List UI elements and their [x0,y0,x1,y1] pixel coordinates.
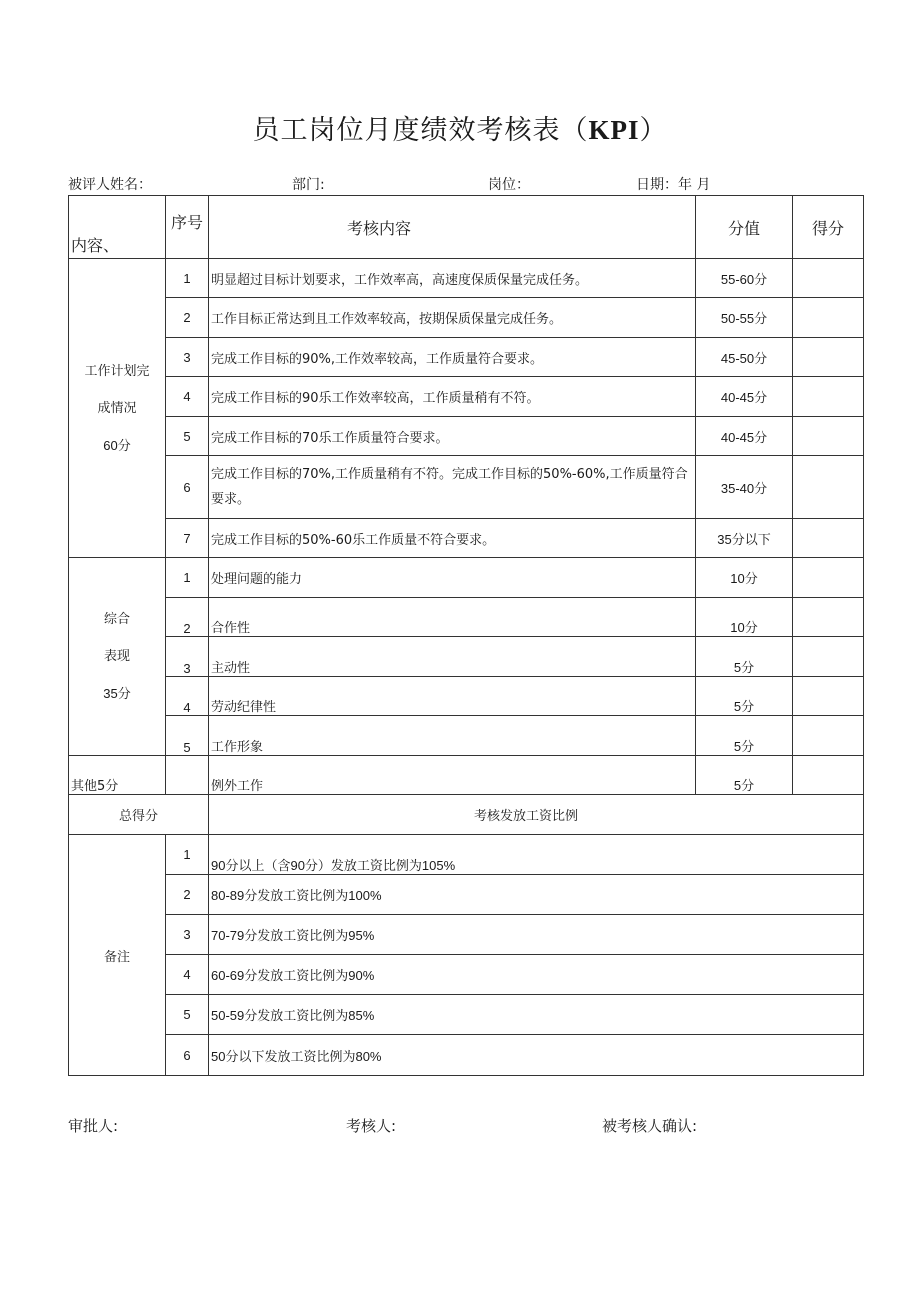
title-kpi: KPI [588,115,640,145]
category-line: 工作计划完 [84,363,150,379]
table-row [69,1035,864,1076]
assessee-confirm-label: 被考核人确认: [602,1117,698,1135]
table-row [69,338,864,377]
row-seq [166,756,209,795]
row-seq: 2 [166,298,209,338]
row-value: 35-40分 [696,456,793,519]
score-cell[interactable] [793,519,864,558]
score-cell[interactable] [793,637,864,677]
table-row [69,955,864,995]
total-score-label: 总得分 [69,795,209,835]
row-content: 劳动纪律性 [209,677,696,716]
score-cell[interactable] [793,456,864,519]
remark-seq: 1 [166,835,209,875]
row-seq: 2 [166,598,209,637]
salary-ratio-header: 考核发放工资比例 [209,795,864,835]
row-value: 10分 [696,558,793,598]
remark-seq: 4 [166,955,209,995]
table-row [69,875,864,915]
page-title [0,108,920,147]
header-value: 分值 [696,196,793,259]
row-seq: 5 [166,417,209,456]
category-line: 35分 [103,686,131,701]
row-value: 5分 [696,677,793,716]
table-row [69,835,864,875]
row-content: 完成工作目标的70乐工作质量符合要求。 [209,417,696,456]
row-seq: 3 [166,338,209,377]
row-value: 45-50分 [696,338,793,377]
approver-label: 审批人: [68,1117,119,1135]
category-line: 成情况 [97,400,137,416]
table-row [69,677,864,716]
table-row [69,519,864,558]
row-content: 完成工作目标的50%-60乐工作质量不符合要求。 [209,519,696,558]
title-text: 员工岗位月度绩效考核表 [252,115,561,146]
row-seq: 7 [166,519,209,558]
category-work-plan [69,259,166,558]
score-cell[interactable] [793,298,864,338]
row-value: 40-45分 [696,417,793,456]
remark-text: 50-59分发放工资比例为85% [209,995,864,1035]
row-content: 完成工作目标的90%,工作效率较高，工作质量符合要求。 [209,338,696,377]
score-cell[interactable] [793,756,864,795]
header-content: 考核内容 [209,196,696,259]
row-seq: 5 [166,716,209,756]
score-cell[interactable] [793,338,864,377]
table-row [69,558,864,598]
category-line: 60分 [103,437,131,453]
remark-text: 60-69分发放工资比例为90% [209,955,864,995]
row-seq: 6 [166,456,209,519]
row-content: 完成工作目标的90乐工作效率较高，工作质量稍有不符。 [209,377,696,417]
header-content-type: 内容、 [69,196,166,259]
row-value: 5分 [696,716,793,756]
table-row [69,995,864,1035]
category-overall [69,558,166,756]
category-line: 综合 [103,612,130,627]
table-row [69,417,864,456]
table-row [69,716,864,756]
table-row [69,637,864,677]
assessee-name-label: 被评人姓名： [68,177,152,193]
table-row [69,598,864,637]
row-seq: 4 [166,677,209,716]
remark-text: 70-79分发放工资比例为95% [209,915,864,955]
score-cell[interactable] [793,598,864,637]
row-value: 5分 [696,637,793,677]
row-content: 合作性 [209,598,696,637]
remark-seq: 5 [166,995,209,1035]
table-row [69,456,864,519]
row-seq: 4 [166,377,209,417]
position-label: 岗位： [488,177,530,193]
row-content: 明显超过目标计划要求，工作效率高，高速度保质保量完成任务。 [209,259,696,298]
row-value: 5分 [696,756,793,795]
row-value: 55-60分 [696,259,793,298]
remark-text: 80-89分发放工资比例为100% [209,875,864,915]
remark-text: 50分以下发放工资比例为80% [209,1035,864,1076]
score-cell[interactable] [793,716,864,756]
score-cell[interactable] [793,677,864,716]
score-cell[interactable] [793,558,864,598]
remark-seq: 6 [166,1035,209,1076]
table-row [69,259,864,298]
score-cell[interactable] [793,259,864,298]
row-content: 工作目标正常达到且工作效率较高，按期保质保量完成任务。 [209,298,696,338]
remark-seq: 3 [166,915,209,955]
table-row [69,298,864,338]
table-row [69,756,864,795]
row-value: 35分以下 [696,519,793,558]
row-seq: 1 [166,558,209,598]
row-content: 工作形象 [209,716,696,756]
title-paren-open: （ [560,115,589,146]
row-content: 完成工作目标的70%,工作质量稍有不符。完成工作目标的50%-60%,工作质量符合要求。 [209,456,696,519]
table-row [69,795,864,835]
table-row [69,915,864,955]
row-content: 处理问题的能力 [209,558,696,598]
row-value: 40-45分 [696,377,793,417]
row-seq: 3 [166,637,209,677]
score-cell[interactable] [793,377,864,417]
category-other: 其他5分 [69,756,166,795]
row-seq: 1 [166,259,209,298]
department-label: 部门: [292,177,325,193]
table-row [69,377,864,417]
assessor-label: 考核人: [346,1117,397,1135]
remarks-label: 备注 [69,835,166,1076]
score-cell[interactable] [793,417,864,456]
row-value: 10分 [696,598,793,637]
header-seq: 序号 [166,196,209,259]
row-value: 50-55分 [696,298,793,338]
remark-seq: 2 [166,875,209,915]
row-content: 主动性 [209,637,696,677]
header-score: 得分 [793,196,864,259]
remark-text: 90分以上（含90分）发放工资比例为105% [209,835,864,875]
kpi-table [68,195,864,1076]
title-paren-close: ） [639,115,668,146]
table-header-row [69,196,864,259]
date-label: 日期：年 月 [636,177,711,193]
category-line: 表现 [103,649,130,664]
row-content: 例外工作 [209,756,696,795]
